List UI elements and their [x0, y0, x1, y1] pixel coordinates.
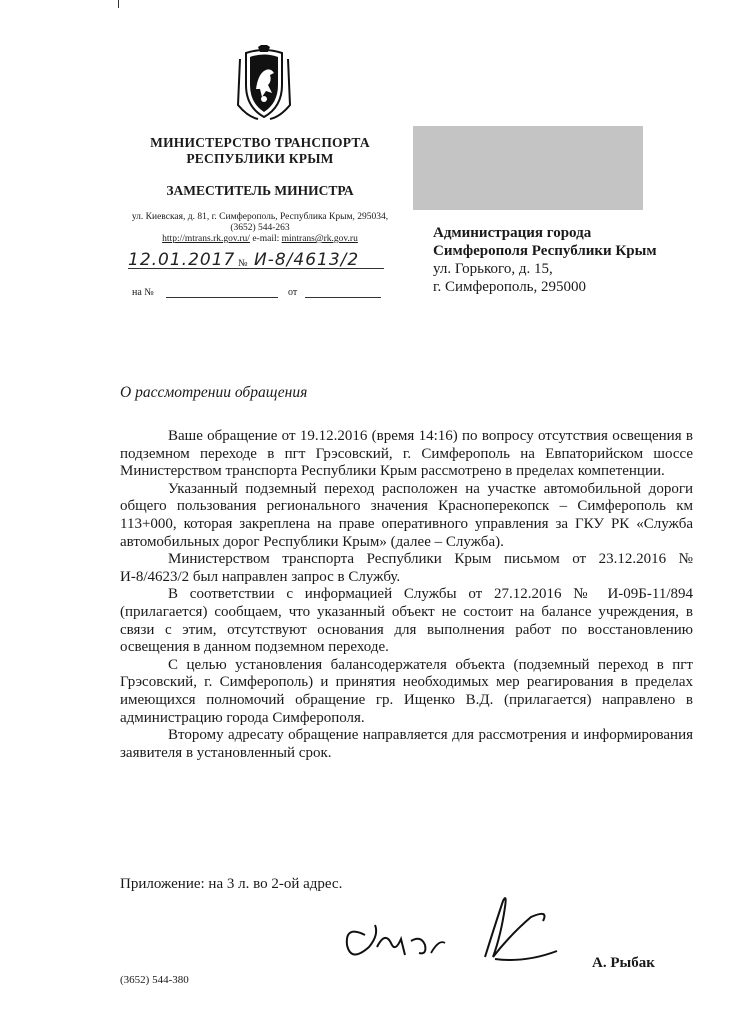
- body-paragraph-1: Ваше обращение от 19.12.2016 (время 14:16) по вопросу отсутствия освещения в подземном переходе в пгт Грэсовский, г. Симферополь на Евпаторийском шоссе Министерством транспорта Республики Крым рассмотрено в пределах компетенции.: [120, 428, 693, 480]
- letter-subject: О рассмотрении обращения: [120, 384, 308, 401]
- outgoing-number: И-8/4613/2: [254, 250, 384, 269]
- redacted-block: [413, 126, 643, 210]
- scan-mark: [118, 0, 119, 8]
- recipient-city: г. Симферополь, 295000: [433, 279, 587, 295]
- letter-body: [120, 428, 693, 762]
- body-paragraph-5: С целью установления балансодержателя объекта (подземный переход в пгт Грэсовский, г. Симферополь) и принятия необходимых мер реагирования в пределах имеющихся полномочий обращение гр. Ищенко В.Д. (прилагается) направлено в администрацию города Симферополя.: [120, 656, 693, 726]
- reply-on-label: на №: [132, 287, 154, 298]
- deputy-minister-title: ЗАМЕСТИТЕЛЬ МИНИСТРА: [166, 183, 354, 198]
- recipient-name-line1: Администрация города: [433, 225, 592, 241]
- outgoing-number-field: [254, 250, 384, 269]
- outgoing-date: 12.01.2017: [128, 250, 268, 269]
- body-paragraph-6: Второму адресату обращение направляется для рассмотрения и информирования заявителя в установленный срок.: [120, 727, 693, 761]
- email-link[interactable]: mintrans@rk.gov.ru: [281, 234, 358, 244]
- website-link[interactable]: http://mtrans.rk.gov.ru/: [162, 234, 250, 244]
- address-line2: (3652) 544-263: [230, 223, 290, 233]
- reply-from-label: от: [288, 287, 298, 298]
- body-paragraph-4: В соответствии с информацией Службы от 27.12.2016 № И-09Б-11/894 (прилагается) сообщаем, что указанный объект не состоит на балансе учреждения, в связи с этим, отсутствуют основания для выполнения работ по восстановлению освещения в данном подземном переходе.: [120, 586, 693, 656]
- ministry-name-line1: МИНИСТЕРСТВО ТРАНСПОРТА: [150, 135, 370, 150]
- ministry-name: [110, 135, 410, 167]
- ministry-address: [110, 212, 410, 245]
- address-line1: ул. Киевская, д. 81, г. Симферополь, Республика Крым, 295034,: [131, 212, 389, 222]
- crimea-coat-of-arms-icon: [232, 45, 296, 121]
- recipient-name-line2: Симферополя Республики Крым: [433, 243, 657, 259]
- reply-date-line: [305, 283, 381, 298]
- reply-number-line: [166, 283, 278, 298]
- number-label: №: [238, 258, 248, 269]
- handwritten-signature: [335, 895, 570, 975]
- recipient-street: ул. Горького, д. 15,: [433, 261, 553, 277]
- email-label: e-mail:: [252, 234, 280, 244]
- contact-line: [110, 234, 410, 245]
- body-paragraph-3: Министерством транспорта Республики Крым письмом от 23.12.2016 № И-8/4623/2 был направлен запрос в Службу.: [120, 551, 693, 585]
- body-paragraph-2: Указанный подземный переход расположен на участке автомобильной дороги общего пользования регионального значения Красноперекопск – Симферополь км 113+000, которая закреплена на праве оперативного управления за ГКУ РК «Служба автомобильных дорог Республики Крым» (далее – Служба).: [120, 480, 693, 550]
- signer-name: А. Рыбак: [592, 955, 655, 971]
- executor-phone: (3652) 544-380: [120, 974, 189, 986]
- recipient-block: [433, 224, 723, 296]
- ministry-name-line2: РЕСПУБЛИКИ КРЫМ: [186, 151, 334, 166]
- attachment-note: Приложение: на 3 л. во 2-ой адрес.: [120, 876, 343, 892]
